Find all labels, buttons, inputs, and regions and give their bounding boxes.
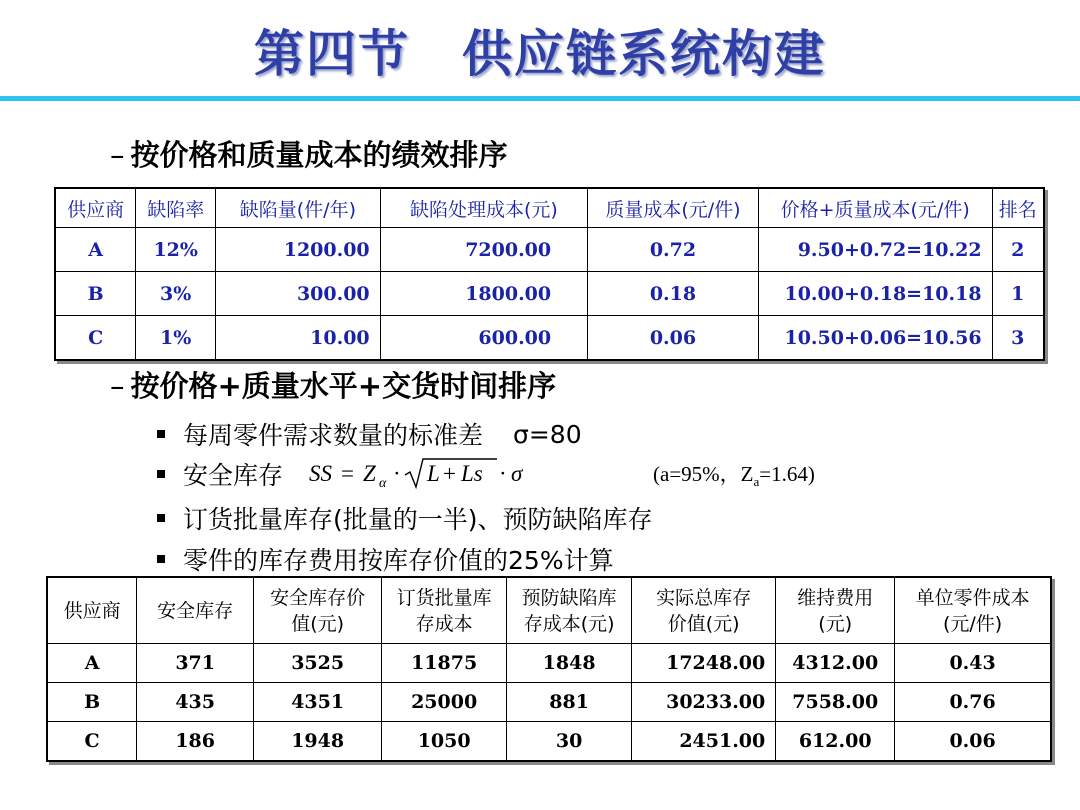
header-text: 实际总库存 xyxy=(656,586,752,609)
header-text: 预防缺陷库 xyxy=(521,586,617,609)
section1-heading xyxy=(110,133,508,174)
svg-text:·: · xyxy=(393,461,401,486)
svg-text:Ls: Ls xyxy=(461,461,483,486)
header-cell xyxy=(382,577,507,644)
unit-cost-cell: 0.43 xyxy=(895,644,1051,683)
safety-stock-cell: 371 xyxy=(137,644,254,683)
title-divider xyxy=(0,96,1080,101)
supplier-cell: A xyxy=(47,644,137,683)
header-cell xyxy=(632,577,776,644)
safety-stock-value-cell: 3525 xyxy=(254,644,382,683)
holding-cost-cell: 612.00 xyxy=(776,722,895,762)
lot-stock-cost-cell: 1050 xyxy=(382,722,507,762)
total-cost-cell: 9.50+0.72=10.22 xyxy=(758,228,992,272)
bullet-text: 零件的库存费用按库存价值的25%计算 xyxy=(183,546,614,575)
defect-cost-cell: 7200.00 xyxy=(380,228,587,272)
table-row xyxy=(47,644,1051,683)
table-row xyxy=(47,722,1051,762)
header-cell xyxy=(507,577,632,644)
safety-stock-cell: 435 xyxy=(137,683,254,722)
bullet-text: 每周零件需求数量的标准差 xyxy=(183,421,484,450)
header-cell: 排名 xyxy=(992,188,1044,228)
header-cell: 价格+质量成本(元/件) xyxy=(758,188,992,228)
section2-heading xyxy=(110,364,556,405)
header-cell xyxy=(776,577,895,644)
lot-stock-cost-cell: 25000 xyxy=(382,683,507,722)
header-text: 维持费用 xyxy=(797,586,874,609)
svg-text:SS: SS xyxy=(309,461,333,486)
header-cell xyxy=(895,577,1051,644)
table-header-row xyxy=(47,577,1051,644)
sigma-value: σ=80 xyxy=(513,419,582,449)
total-stock-value-cell: 17248.00 xyxy=(632,644,776,683)
safety-stock-formula xyxy=(307,457,547,491)
holding-cost-cell: 7558.00 xyxy=(776,683,895,722)
square-bullet-icon xyxy=(157,430,165,438)
formula-note xyxy=(653,458,815,490)
defect-rate-cell: 3% xyxy=(136,272,216,316)
table-header-row xyxy=(55,188,1044,228)
header-text: 单位零件成本 xyxy=(915,586,1030,609)
safety-stock-value-cell: 4351 xyxy=(254,683,382,722)
total-cost-cell: 10.00+0.18=10.18 xyxy=(758,272,992,316)
header-text: 值(元) xyxy=(291,612,345,635)
svg-text:L: L xyxy=(427,461,440,486)
table-row xyxy=(55,272,1044,316)
header-cell xyxy=(47,577,137,644)
header-text: 订货批量库 xyxy=(396,586,492,609)
defect-stock-cost-cell: 881 xyxy=(507,683,632,722)
square-bullet-icon xyxy=(157,470,165,478)
bullet-text: 安全库存 xyxy=(183,461,284,490)
safety-stock-cell: 186 xyxy=(137,722,254,762)
header-text: 安全库存 xyxy=(157,599,234,622)
formula-note-text: (a=95%，Z xyxy=(653,461,754,486)
square-bullet-icon xyxy=(157,555,165,563)
holding-cost-cell: 4312.00 xyxy=(776,644,895,683)
rank-cell: 2 xyxy=(992,228,1044,272)
defect-rate-cell: 12% xyxy=(136,228,216,272)
defect-cost-cell: 600.00 xyxy=(380,316,587,361)
quality-cost-cell: 0.18 xyxy=(588,272,759,316)
svg-text:α: α xyxy=(379,476,387,491)
header-text: 供应商 xyxy=(63,599,121,622)
supplier-cell: C xyxy=(47,722,137,762)
quality-cost-cell: 0.72 xyxy=(588,228,759,272)
inventory-cost-table xyxy=(46,576,1052,762)
total-cost-cell: 10.50+0.06=10.56 xyxy=(758,316,992,361)
header-text: 存成本 xyxy=(415,612,473,635)
dash-marker: – xyxy=(110,138,125,172)
square-bullet-icon xyxy=(157,514,165,522)
formula-note-end: =1.64) xyxy=(759,461,815,486)
svg-text:+: + xyxy=(443,461,456,486)
supplier-cell: B xyxy=(55,272,136,316)
safety-stock-value-cell: 1948 xyxy=(254,722,382,762)
header-text: 存成本(元) xyxy=(523,612,615,635)
supplier-cell: A xyxy=(55,228,136,272)
table-row xyxy=(47,683,1051,722)
supplier-cell: B xyxy=(47,683,137,722)
rank-cell: 1 xyxy=(992,272,1044,316)
page-title: 第四节 供应链系统构建 xyxy=(254,25,826,83)
header-text: (元) xyxy=(818,612,853,635)
section2-heading-text: 按价格+质量水平+交货时间排序 xyxy=(130,369,557,403)
rank-cell: 3 xyxy=(992,316,1044,361)
defect-stock-cost-cell: 1848 xyxy=(507,644,632,683)
header-cell: 质量成本(元/件) xyxy=(588,188,759,228)
total-stock-value-cell: 2451.00 xyxy=(632,722,776,762)
header-cell xyxy=(254,577,382,644)
dash-marker: – xyxy=(110,369,125,403)
header-text: 价值(元) xyxy=(667,612,740,635)
lot-stock-cost-cell: 11875 xyxy=(382,644,507,683)
supplier-cell: C xyxy=(55,316,136,361)
header-cell: 缺陷处理成本(元) xyxy=(380,188,587,228)
header-text: (元/件) xyxy=(942,612,1003,635)
bullet-item xyxy=(157,541,614,577)
header-text: 安全库存价 xyxy=(270,586,366,609)
svg-text:·: · xyxy=(499,461,507,486)
header-cell: 缺陷量(件/年) xyxy=(216,188,381,228)
header-cell: 缺陷率 xyxy=(136,188,216,228)
unit-cost-cell: 0.76 xyxy=(895,683,1051,722)
defect-cost-cell: 1800.00 xyxy=(380,272,587,316)
svg-text:σ: σ xyxy=(511,461,523,486)
defect-qty-cell: 1200.00 xyxy=(216,228,381,272)
total-stock-value-cell: 30233.00 xyxy=(632,683,776,722)
svg-text:Z: Z xyxy=(363,461,376,486)
header-cell xyxy=(137,577,254,644)
formula-note-subscript: a xyxy=(753,474,760,490)
quality-cost-cell: 0.06 xyxy=(588,316,759,361)
bullet-item xyxy=(157,456,815,492)
section1-heading-text: 按价格和质量成本的绩效排序 xyxy=(130,138,508,172)
defect-qty-cell: 10.00 xyxy=(216,316,381,361)
defect-rate-cell: 1% xyxy=(136,316,216,361)
table-row xyxy=(55,316,1044,361)
header-cell: 供应商 xyxy=(55,188,136,228)
bullet-item xyxy=(157,416,582,452)
svg-text:=: = xyxy=(341,461,354,486)
table-row xyxy=(55,228,1044,272)
unit-cost-cell: 0.06 xyxy=(895,722,1051,762)
defect-qty-cell: 300.00 xyxy=(216,272,381,316)
bullet-item xyxy=(157,500,653,536)
performance-table xyxy=(54,187,1045,361)
bullet-text: 订货批量库存(批量的一半)、预防缺陷库存 xyxy=(183,505,653,534)
defect-stock-cost-cell: 30 xyxy=(507,722,632,762)
